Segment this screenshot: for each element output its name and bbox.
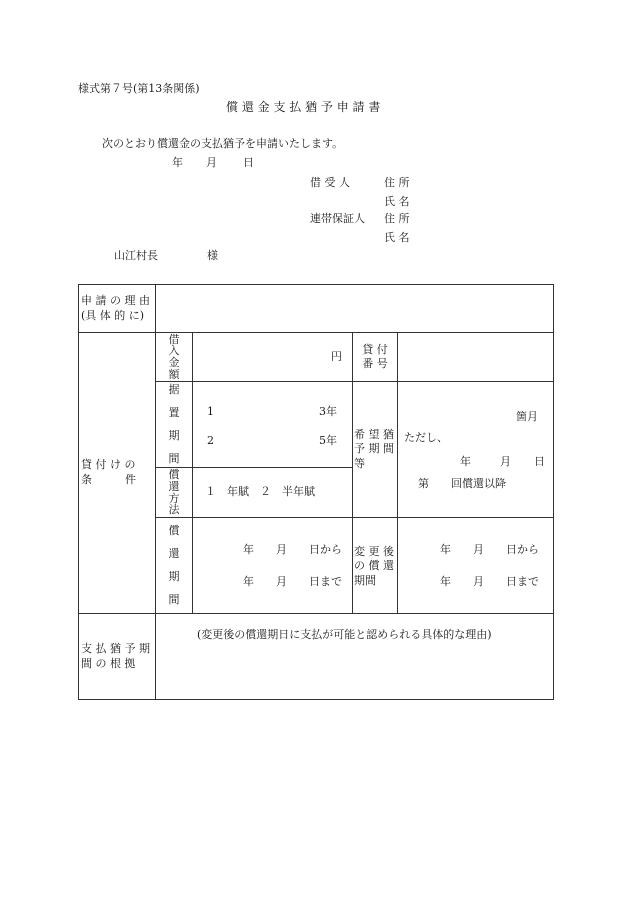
application-form-table [78,284,554,700]
guarantor-name-label: 氏 名 [384,231,410,244]
start-day-label: 日 [534,455,545,468]
however-label: ただし、 [404,431,448,444]
deferment-options[interactable] [193,382,353,468]
repayment-period-label: 償 還 期 間 [156,518,193,614]
guarantor-address-label: 住 所 [384,212,410,225]
changed-repayment-period-label: 変 更 後 の 償 還 期間 [353,518,398,614]
period-from-text: 年 月 日から [243,543,342,556]
borrower-address-label: 住 所 [384,176,410,189]
requested-deferment-field[interactable] [398,382,554,518]
loan-amount-field[interactable] [193,333,353,382]
start-year-label: 年 [460,455,471,468]
changed-period-to-text: 年 月 日まで [440,575,539,588]
start-month-label: 月 [500,455,511,468]
basis-label: 支 払 猶 予 期 間 の 根 拠 [79,614,156,700]
reason-label: 申 請 の 理 由 (具 体 的 に) [79,285,156,333]
deferment-years-2: 5年 [319,434,337,447]
basis-row [79,614,554,700]
request-statement: 次のとおり償還金の支払猶予を申請いたします。 [102,137,344,150]
addressee-mayor: 山江村長 [114,249,158,262]
requested-deferment-label: 希 望 猶 予 期 間 等 [353,382,398,518]
installment-text: 第 回償還以降 [418,477,506,490]
deferment-years-1: 3年 [319,405,337,418]
borrower-label: 借 受 人 [310,176,350,189]
deferment-option-1[interactable]: 1 [207,405,214,418]
document-title: 償 還 金 支 払 猶 予 申 請 書 [226,100,381,114]
repayment-method-label: 償 還 方 法 [156,468,193,518]
repayment-method-options[interactable]: １ 年賦 ２ 半年賦 [193,468,353,518]
loan-number-field[interactable] [398,333,554,382]
repayment-period-field[interactable] [193,518,353,614]
period-to-text: 年 月 日まで [243,575,342,588]
changed-repayment-period-field[interactable] [398,518,554,614]
borrower-name-label: 氏 名 [384,195,410,208]
basis-note: (変更後の償還期日に支払が可能と認められる具体的な理由) [197,628,492,641]
loan-amount-label: 借 入 金 額 [156,333,193,382]
deferment-period-label: 据 置 期 間 [156,382,193,468]
date-month-label: 月 [206,156,217,169]
form-number: 様式第７号(第13条関係) [78,82,200,95]
date-day-label: 日 [243,156,254,169]
reason-field[interactable] [156,285,554,333]
loan-number-label: 貸 付 番 号 [353,333,398,382]
date-year-label: 年 [172,156,183,169]
months-unit: 箇月 [516,410,538,423]
deferment-option-2[interactable]: 2 [207,434,214,447]
guarantor-label: 連帯保証人 [310,212,365,225]
reason-row [79,285,554,333]
addressee-honorific: 様 [207,249,218,262]
yen-unit: 円 [331,349,342,363]
changed-period-from-text: 年 月 日から [440,543,539,556]
basis-field[interactable] [156,614,554,700]
loan-conditions-label: 貸 付 け の 条 件 [79,333,156,614]
loan-amount-row [79,333,554,382]
